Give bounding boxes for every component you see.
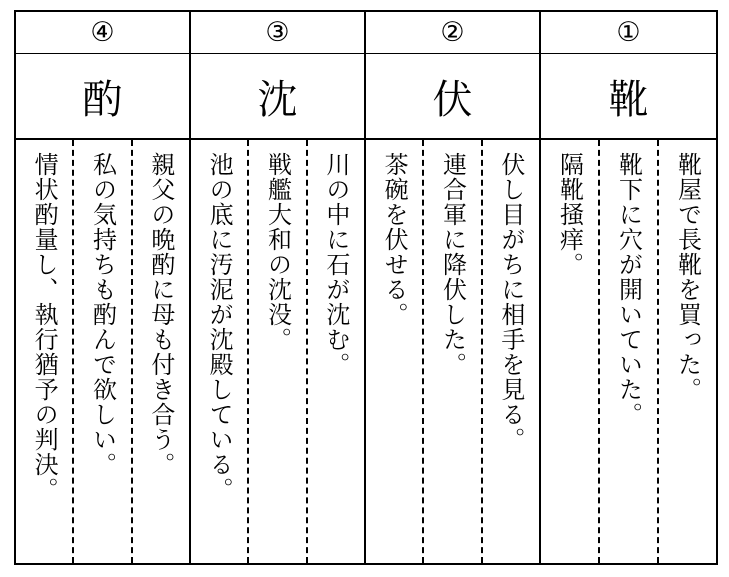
example-sentence: 靴下に穴が開いていた。 — [614, 152, 643, 427]
example-sentence: 池の底に汚泥が沈殿している。 — [205, 152, 234, 502]
sentence-columns — [541, 140, 716, 563]
group-kanji: 酌 — [16, 54, 189, 140]
sentence-column — [247, 140, 305, 563]
sentence-column — [131, 140, 189, 563]
sentence-column — [481, 140, 539, 563]
sentence-columns — [16, 140, 189, 563]
group-1 — [541, 12, 716, 563]
sentence-column — [306, 140, 364, 563]
group-number: ④ — [16, 12, 189, 54]
kanji-worksheet-table — [14, 10, 718, 565]
group-3 — [191, 12, 366, 563]
sentence-column — [657, 140, 716, 563]
example-sentence: 隔靴掻痒。 — [555, 152, 584, 277]
sentence-column — [541, 140, 598, 563]
sentence-column — [72, 140, 130, 563]
sentence-column — [598, 140, 657, 563]
example-sentence: 茶碗を伏せる。 — [380, 152, 409, 327]
example-sentence: 情状酌量し、執行猶予の判決。 — [30, 152, 59, 502]
group-number: ② — [366, 12, 539, 54]
group-number: ③ — [191, 12, 364, 54]
sentence-column — [422, 140, 480, 563]
example-sentence: 戦艦大和の沈没。 — [263, 152, 292, 352]
example-sentence: 靴屋で長靴を買った。 — [673, 152, 702, 402]
group-kanji: 靴 — [541, 54, 716, 140]
sentence-column — [366, 140, 422, 563]
group-kanji: 伏 — [366, 54, 539, 140]
sentence-column — [16, 140, 72, 563]
example-sentence: 川の中に石が沈む。 — [321, 152, 350, 377]
group-number: ① — [541, 12, 716, 54]
example-sentence: 私の気持ちも酌んで欲しい。 — [88, 152, 117, 477]
group-kanji: 沈 — [191, 54, 364, 140]
example-sentence: 親父の晩酌に母も付き合う。 — [146, 152, 175, 477]
example-sentence: 連合軍に降伏した。 — [438, 152, 467, 377]
group-2 — [366, 12, 541, 563]
sentence-columns — [191, 140, 364, 563]
group-4 — [16, 12, 191, 563]
example-sentence: 伏し目がちに相手を見る。 — [496, 152, 525, 452]
sentence-columns — [366, 140, 539, 563]
sentence-column — [191, 140, 247, 563]
